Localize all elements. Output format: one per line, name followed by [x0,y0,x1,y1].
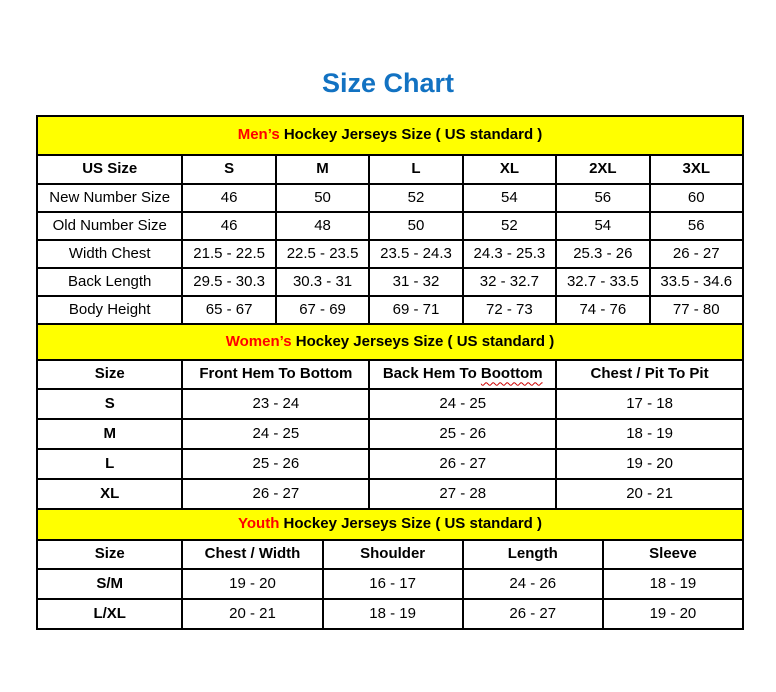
womens-size-table [36,323,744,510]
womens-size-value-cell: 27 - 28 [369,479,556,509]
womens-section-title-text: Hockey Jerseys Size ( US standard ) [291,332,555,350]
mens-size-value-cell: 24.3 - 25.3 [463,240,556,268]
youth-size-table [36,508,744,630]
youth-size-value-cell: 16 - 17 [323,569,463,599]
mens-size-value-cell: 54 [556,212,649,240]
mens-size-value-cell: 74 - 76 [556,296,649,324]
youth-column-header: Length [463,540,603,569]
womens-size-value-cell: 17 - 18 [556,389,743,419]
mens-column-header: 3XL [650,155,743,184]
womens-size-value-cell: 26 - 27 [182,479,369,509]
mens-size-value-cell: 48 [276,212,369,240]
mens-table-row [37,212,743,240]
mens-size-value-cell: 69 - 71 [369,296,462,324]
misspelled-word: Boottom [480,365,543,383]
mens-size-value-cell: 50 [369,212,462,240]
youth-size-value-cell: 18 - 19 [323,599,463,629]
youth-size-value-cell: 19 - 20 [603,599,743,629]
womens-row-label-cell: S [37,389,182,419]
womens-column-header: Chest / Pit To Pit [556,360,743,389]
mens-column-header: XL [463,155,556,184]
womens-size-value-cell: 24 - 25 [369,389,556,419]
mens-size-value-cell: 21.5 - 22.5 [182,240,275,268]
womens-row-label-cell: L [37,449,182,479]
mens-section-band-row [37,116,743,155]
youth-size-value-cell: 26 - 27 [463,599,603,629]
womens-size-value-cell: 24 - 25 [182,419,369,449]
mens-table-row [37,184,743,212]
mens-size-value-cell: 56 [556,184,649,212]
mens-size-value-cell: 30.3 - 31 [276,268,369,296]
mens-table-row [37,296,743,324]
youth-column-header: Size [37,540,182,569]
mens-row-label-cell: New Number Size [37,184,182,212]
mens-column-header: 2XL [556,155,649,184]
mens-section-accent-label: Men’s [237,126,280,144]
womens-section-header-band [37,324,743,360]
womens-size-value-cell: 25 - 26 [369,419,556,449]
youth-section-title-text: Hockey Jerseys Size ( US standard ) [279,515,542,533]
womens-table-row [37,479,743,509]
mens-size-value-cell: 23.5 - 24.3 [369,240,462,268]
womens-size-value-cell: 23 - 24 [182,389,369,419]
mens-column-header: US Size [37,155,182,184]
mens-section-title-text: Hockey Jerseys Size ( US standard ) [279,126,543,144]
size-tables-container [36,115,744,630]
womens-row-label-cell: XL [37,479,182,509]
mens-size-value-cell: 56 [650,212,743,240]
youth-column-header-row [37,540,743,569]
youth-size-value-cell: 19 - 20 [182,569,322,599]
mens-table-row [37,268,743,296]
womens-table-row [37,419,743,449]
mens-column-header: L [369,155,462,184]
youth-table-row [37,569,743,599]
womens-size-value-cell: 18 - 19 [556,419,743,449]
youth-column-header: Sleeve [603,540,743,569]
page-title: Size Chart [321,68,455,98]
mens-size-value-cell: 50 [276,184,369,212]
mens-size-table [36,115,744,325]
womens-row-label-cell: M [37,419,182,449]
womens-column-header: Size [37,360,182,389]
womens-size-value-cell: 19 - 20 [556,449,743,479]
mens-size-value-cell: 46 [182,212,275,240]
womens-column-header-row [37,360,743,389]
mens-size-value-cell: 26 - 27 [650,240,743,268]
mens-size-value-cell: 32 - 32.7 [463,268,556,296]
mens-size-value-cell: 52 [369,184,462,212]
mens-column-header-row [37,155,743,184]
mens-row-label-cell: Old Number Size [37,212,182,240]
mens-row-label-cell: Back Length [37,268,182,296]
youth-column-header: Chest / Width [182,540,322,569]
mens-size-value-cell: 67 - 69 [276,296,369,324]
womens-section-accent-label: Women’s [225,332,292,350]
youth-section-band-row [37,509,743,540]
mens-size-value-cell: 65 - 67 [182,296,275,324]
youth-table-row [37,599,743,629]
mens-size-value-cell: 52 [463,212,556,240]
mens-size-value-cell: 54 [463,184,556,212]
mens-size-value-cell: 60 [650,184,743,212]
mens-column-header: S [182,155,275,184]
mens-size-value-cell: 46 [182,184,275,212]
mens-size-value-cell: 33.5 - 34.6 [650,268,743,296]
womens-size-value-cell: 26 - 27 [369,449,556,479]
womens-column-header-text: Back Hem To [382,365,481,383]
mens-table-row [37,240,743,268]
mens-size-value-cell: 29.5 - 30.3 [182,268,275,296]
youth-section-accent-label: Youth [238,515,280,533]
mens-size-value-cell: 77 - 80 [650,296,743,324]
mens-section-header-band [37,116,743,155]
mens-size-value-cell: 31 - 32 [369,268,462,296]
youth-section-header-band [37,509,743,540]
youth-row-label-cell: S/M [37,569,182,599]
womens-table-row [37,389,743,419]
womens-section-band-row [37,324,743,360]
youth-size-value-cell: 18 - 19 [603,569,743,599]
womens-column-header [369,360,556,389]
womens-size-value-cell: 20 - 21 [556,479,743,509]
mens-size-value-cell: 22.5 - 23.5 [276,240,369,268]
mens-column-header: M [276,155,369,184]
youth-size-value-cell: 24 - 26 [463,569,603,599]
mens-size-value-cell: 72 - 73 [463,296,556,324]
mens-row-label-cell: Body Height [37,296,182,324]
mens-size-value-cell: 32.7 - 33.5 [556,268,649,296]
youth-size-value-cell: 20 - 21 [182,599,322,629]
womens-size-value-cell: 25 - 26 [182,449,369,479]
womens-table-row [37,449,743,479]
womens-column-header: Front Hem To Bottom [182,360,369,389]
youth-column-header: Shoulder [323,540,463,569]
mens-size-value-cell: 25.3 - 26 [556,240,649,268]
youth-row-label-cell: L/XL [37,599,182,629]
mens-row-label-cell: Width Chest [37,240,182,268]
